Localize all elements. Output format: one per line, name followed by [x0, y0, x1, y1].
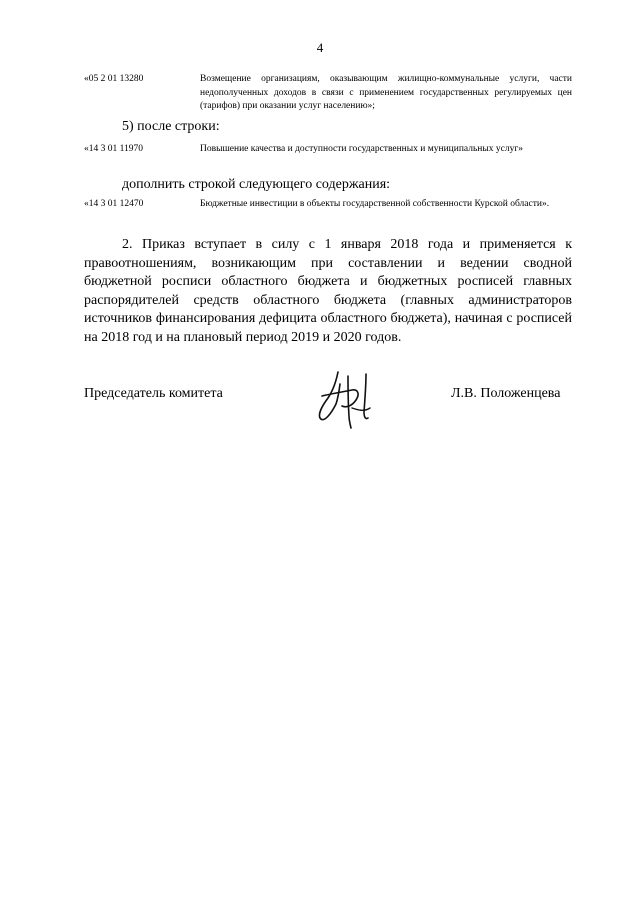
subheading-after-row: 5) после строки: — [122, 119, 220, 134]
budget-code-description: Бюджетные инвестиции в объекты государственной собственности Курской области». — [200, 199, 550, 209]
paragraph-2: 2. Приказ вступает в силу с 1 января 2018 года и применяется к правоотношениям, возникающим при составлении и ведении сводной бюджетной росписи областного бюджета и бюджетных росписей главных распорядителей средств областного бюджета (главных администраторов источников финансирования дефицита областного бюджета), начиная с росписей на 2018 год и на плановый период 2019 и 2020 годов. — [84, 237, 572, 345]
budget-code-description: Возмещение организациям, оказывающим жилищно-коммунальные услуги, части недополученных доходов в связи с применением государственных регулируемых цен (тарифов) при оказании услуг населению»; — [200, 74, 572, 111]
budget-code: «05 2 01 13280 — [84, 74, 144, 84]
budget-code: «14 3 01 12470 — [84, 199, 144, 209]
handwritten-signature — [308, 368, 384, 430]
budget-code-description: Повышение качества и доступности государственных и муниципальных услуг» — [200, 144, 523, 154]
signatory-title: Председатель комитета — [84, 386, 223, 401]
budget-code: «14 3 01 11970 — [84, 144, 144, 154]
subheading-add-row: дополнить строкой следующего содержания: — [122, 177, 391, 192]
signatory-name: Л.В. Положенцева — [451, 386, 561, 401]
page-number: 4 — [316, 40, 324, 55]
